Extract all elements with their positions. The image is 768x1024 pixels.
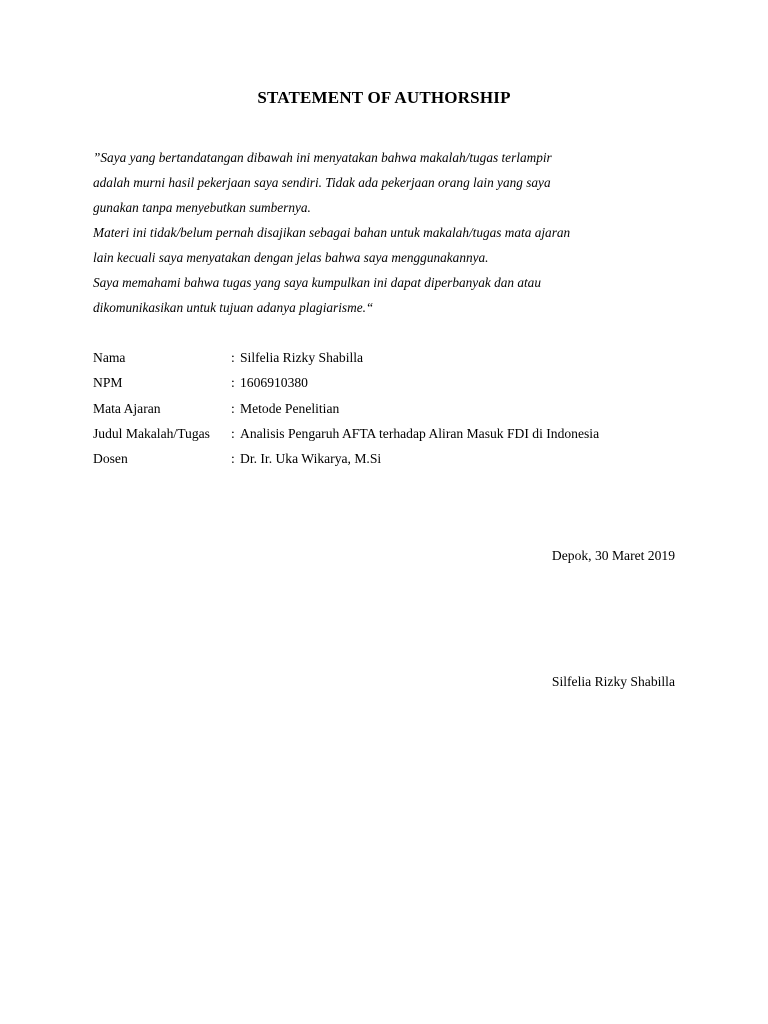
- info-value: Metode Penelitian: [240, 400, 340, 416]
- statement-line: Saya memahami bahwa tugas yang saya kumpulkan ini dapat diperbanyak dan atau: [93, 275, 541, 290]
- info-value: 1606910380: [240, 375, 308, 391]
- info-separator: :: [231, 451, 235, 467]
- document-title: STATEMENT OF AUTHORSHIP: [257, 88, 511, 107]
- info-row-dosen: [93, 446, 599, 471]
- info-separator: :: [231, 425, 235, 441]
- statement-line: lain kecuali saya menyatakan dengan jelas bahwa saya menggunakannya.: [93, 250, 489, 265]
- info-label: Mata Ajaran: [93, 400, 161, 416]
- info-row-nama: [93, 345, 599, 370]
- statement-line: adalah murni hasil pekerjaan saya sendiri. Tidak ada pekerjaan orang lain yang saya: [93, 175, 551, 190]
- info-label: Dosen: [93, 451, 128, 467]
- statement-line: Materi ini tidak/belum pernah disajikan sebagai bahan untuk makalah/tugas mata ajaran: [93, 225, 571, 240]
- place-date: Depok, 30 Maret 2019: [551, 548, 675, 563]
- info-value: Analisis Pengaruh AFTA terhadap Aliran Masuk FDI di Indonesia: [240, 425, 600, 441]
- info-separator: :: [231, 375, 235, 391]
- statement-line: dikomunikasikan untuk tujuan adanya plagiarisme.“: [93, 300, 374, 315]
- info-value: Dr. Ir. Uka Wikarya, M.Si: [240, 451, 382, 467]
- info-separator: :: [231, 400, 235, 416]
- info-row-npm: [93, 370, 599, 395]
- statement-line: gunakan tanpa menyebutkan sumbernya.: [93, 200, 311, 215]
- info-label: Judul Makalah/Tugas: [93, 425, 210, 441]
- signature-name: Silfelia Rizky Shabilla: [551, 674, 675, 689]
- info-row-judul: [93, 421, 599, 446]
- authorship-statement: [93, 145, 693, 320]
- info-label: NPM: [93, 375, 123, 391]
- info-label: Nama: [93, 350, 126, 365]
- info-separator: :: [231, 350, 235, 365]
- author-info-table: [93, 345, 599, 471]
- info-value: Silfelia Rizky Shabilla: [240, 350, 364, 365]
- statement-line: ”Saya yang bertandatangan dibawah ini menyatakan bahwa makalah/tugas terlampir: [93, 150, 552, 165]
- info-row-mata-ajaran: [93, 396, 599, 421]
